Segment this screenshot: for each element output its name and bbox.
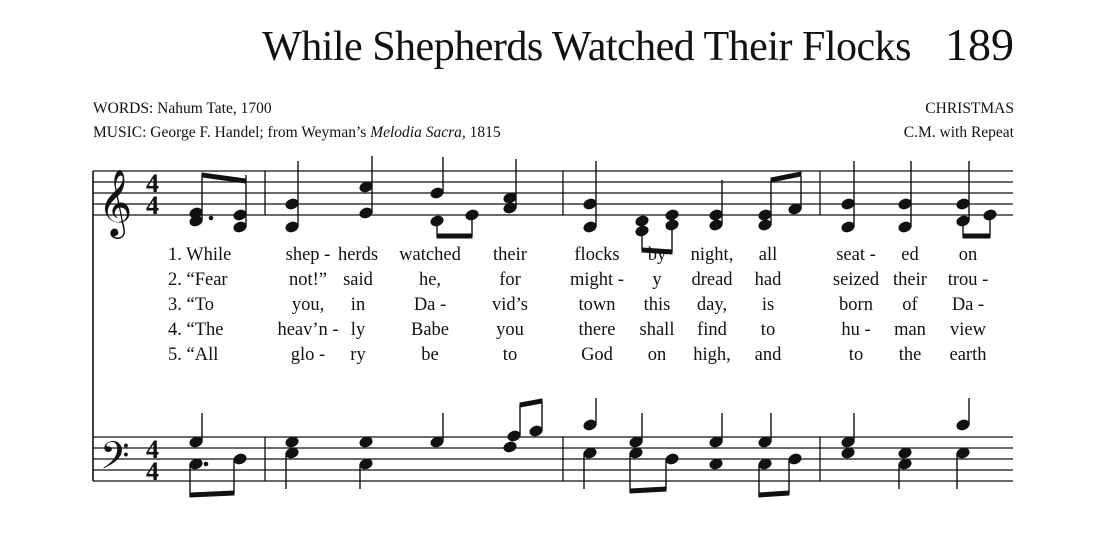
- lyric-syllable: Babe: [410, 320, 450, 340]
- lyric-syllable: watched: [399, 245, 461, 265]
- svg-text:𝄢: 𝄢: [100, 433, 130, 487]
- lyric-syllable: their: [493, 245, 527, 265]
- lyric-syllable: on: [647, 345, 667, 365]
- lyric-syllable: ly: [350, 320, 366, 340]
- lyric-syllable: and: [754, 345, 782, 365]
- lyric-syllable: is: [761, 295, 775, 315]
- lyric-syllable: all: [758, 245, 778, 265]
- music-text-suffix: 1815: [465, 124, 501, 141]
- lyric-syllable: 5. “All: [168, 345, 219, 365]
- lyric-syllable: you: [496, 320, 524, 340]
- lyric-syllable: 1. While: [168, 245, 232, 265]
- lyric-syllable: earth: [949, 345, 987, 365]
- lyric-syllable: shall: [639, 320, 675, 340]
- lyric-syllable: for: [499, 270, 521, 290]
- lyric-syllable: 2. “Fear: [168, 270, 228, 290]
- lyric-syllable: might -: [570, 270, 624, 290]
- lyric-syllable: Da -: [951, 295, 985, 315]
- hymn-title: While Shepherds Watched Their Flocks: [262, 24, 911, 70]
- lyric-syllable: ry: [350, 345, 366, 365]
- music-label: MUSIC:: [93, 124, 147, 141]
- lyric-syllable: high,: [693, 345, 731, 365]
- lyric-syllable: to: [848, 345, 864, 365]
- lyric-syllable: trou -: [947, 270, 989, 290]
- lyric-syllable: town: [578, 295, 616, 315]
- lyric-syllable: shep -: [285, 245, 331, 265]
- lyric-syllable: flocks: [574, 245, 620, 265]
- lyric-syllable: there: [578, 320, 616, 340]
- lyric-syllable: born: [839, 295, 873, 315]
- lyric-syllable: find: [697, 320, 727, 340]
- lyric-syllable: said: [343, 270, 373, 290]
- lyric-syllable: night,: [690, 245, 734, 265]
- lyric-syllable: seized: [832, 270, 880, 290]
- lyric-syllable: he,: [418, 270, 442, 290]
- lyric-syllable: of: [902, 295, 918, 315]
- lyric-syllable: you,: [291, 295, 325, 315]
- lyric-syllable: man: [894, 320, 926, 340]
- music-text-prefix: George F. Handel; from Weyman’s: [150, 124, 371, 141]
- words-label: WORDS:: [93, 100, 154, 117]
- lyric-syllable: day,: [696, 295, 728, 315]
- lyric-syllable: their: [893, 270, 927, 290]
- lyric-syllable: dread: [691, 270, 733, 290]
- treble-time-bottom: 4: [146, 191, 159, 220]
- lyric-syllable: vid’s: [492, 295, 528, 315]
- lyric-syllable: seat -: [836, 245, 876, 265]
- lyric-syllable: glo -: [290, 345, 326, 365]
- bass-time-top: 4: [146, 435, 159, 464]
- lyric-syllable: on: [958, 245, 978, 265]
- lyric-syllable: had: [754, 270, 782, 290]
- lyric-syllable: not!”: [288, 270, 328, 290]
- lyric-syllable: hu -: [841, 320, 871, 340]
- lyric-syllable: to: [760, 320, 776, 340]
- svg-text:𝄞: 𝄞: [98, 168, 133, 236]
- lyric-syllable: by: [647, 245, 667, 265]
- hymn-number: 189: [945, 19, 1014, 70]
- lyric-syllable: 3. “To: [168, 295, 214, 315]
- lyric-syllable: to: [502, 345, 518, 365]
- lyric-syllable: herds: [337, 245, 379, 265]
- lyric-syllable: Da -: [413, 295, 447, 315]
- bass-time-bottom: 4: [146, 457, 159, 486]
- lyric-syllable: God: [581, 345, 613, 365]
- treble-time-top: 4: [146, 169, 159, 198]
- lyric-syllable: the: [898, 345, 922, 365]
- music-text-italic: Melodia Sacra,: [370, 124, 466, 141]
- tune-name: CHRISTMAS: [925, 100, 1014, 117]
- lyric-syllable: view: [950, 320, 986, 340]
- lyric-syllable: 4. “The: [168, 320, 224, 340]
- lyric-syllable: heav’n -: [277, 320, 339, 340]
- words-text: Nahum Tate, 1700: [157, 100, 272, 117]
- lyric-syllable: y: [652, 270, 662, 290]
- lyric-syllable: ed: [901, 245, 919, 265]
- tune-meter: C.M. with Repeat: [903, 124, 1014, 141]
- lyric-syllable: this: [643, 295, 671, 315]
- lyric-syllable: in: [350, 295, 366, 315]
- lyric-syllable: be: [421, 345, 439, 365]
